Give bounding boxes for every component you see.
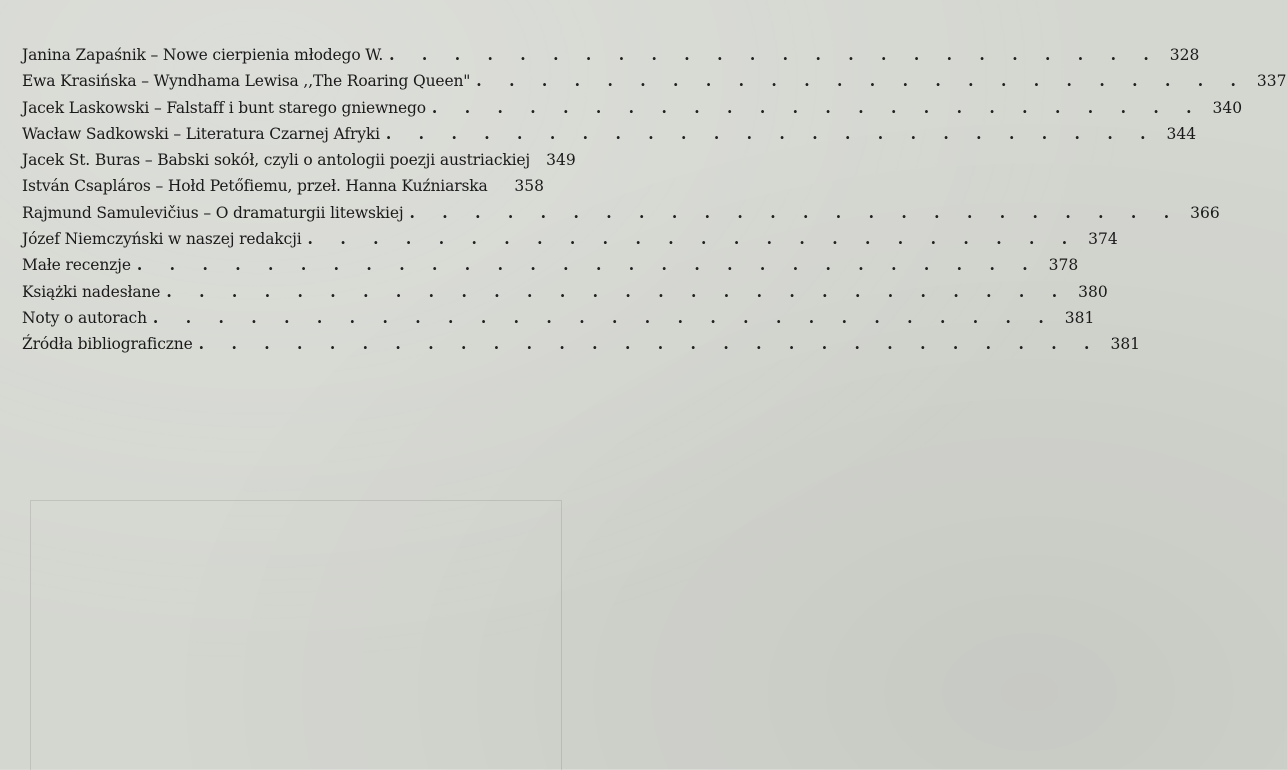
toc-entry (22, 279, 1108, 305)
toc-entry-title: Małe recenzje (22, 256, 131, 275)
toc-entry-title: Rajmund Samulevičius – O dramaturgii litewskiej (22, 203, 404, 222)
bleed-through-frame (30, 500, 562, 770)
toc-entry-page: 358 (514, 177, 544, 196)
toc-entry-page: 381 (1064, 308, 1095, 327)
toc-entry-page: 328 (1169, 46, 1200, 64)
table-of-contents (22, 42, 1287, 358)
dot-leader: . . . . . . . . . . . . . . . . . . . . . . . . . . . . (152, 307, 1055, 327)
toc-entry-title: Noty o autorach (22, 308, 147, 327)
toc-entry (22, 200, 1220, 226)
toc-entry-title: Ewa Krasińska – Wyndhama Lewisa ,,The Roaring Queen" (22, 72, 471, 91)
dot-leader: . . . . . . . . . . . . . . . . . . . . . . . . . . . . (136, 255, 1039, 275)
toc-entry-title: Jacek Laskowski – Falstaff i bunt starego gniewnego (22, 98, 426, 117)
toc-entry (22, 95, 1243, 121)
toc-entry (22, 173, 544, 199)
toc-entry-page: 374 (1088, 230, 1118, 249)
toc-entry (22, 121, 1197, 147)
dot-leader: . . . . . . . . . . . . . . . . . . . . . . . . (409, 202, 1181, 222)
dot-leader: . . . . . . . . . . . . . . . . . . . . . . . . (385, 123, 1157, 143)
dot-leader: . . . . . . . . . . . . . . . . . . . . . . . . (389, 45, 1160, 64)
toc-entry (22, 252, 1079, 278)
toc-entry-page: 366 (1190, 203, 1220, 222)
toc-entry-title: István Csapláros – Hołd Petőfiemu, przeł. Hanna Kuźniarska (22, 177, 488, 196)
toc-entry-page: 337 (1256, 72, 1287, 91)
toc-entry-title: Wacław Sadkowski – Literatura Czarnej Afryki (22, 124, 380, 143)
dot-leader: . . . . . . . . . . . . . . . . . . . . . . . . . . . . (198, 334, 1101, 354)
toc-entry-title: Józef Niemczyński w naszej redakcji (22, 230, 302, 249)
toc-entry (22, 226, 1118, 252)
toc-entry (22, 68, 1287, 94)
dot-leader: . . . . . . . . . . . . . . . . . . . . . . . . (307, 229, 1079, 249)
toc-entry (22, 305, 1095, 331)
toc-entry (22, 331, 1141, 357)
toc-entry-page: 378 (1048, 256, 1079, 275)
toc-entry-page: 344 (1166, 124, 1197, 143)
toc-entry-title: Janina Zapaśnik – Nowe cierpienia młodego W. (22, 46, 384, 64)
toc-entry-title: Źródła bibliograficzne (22, 335, 193, 354)
toc-entry-page: 381 (1110, 335, 1141, 354)
dot-leader: . . . . . . . . . . . . . . . . . . . . . . . . . . . . (166, 281, 1069, 301)
toc-entry-page: 380 (1078, 282, 1108, 301)
toc-entry-page: 340 (1212, 98, 1243, 117)
toc-entry-title: Jacek St. Buras – Babski sokół, czyli o antologii poezji austriackiej (22, 151, 531, 170)
toc-entry (22, 42, 1200, 68)
toc-entry-page: 349 (546, 151, 576, 170)
toc-entry-title: Książki nadesłane (22, 282, 161, 301)
toc-entry (22, 147, 576, 173)
dot-leader: . . . . . . . . . . . . . . . . . . . . . . . . (431, 97, 1203, 117)
dot-leader: . . . . . . . . . . . . . . . . . . . . . . . . (476, 71, 1247, 91)
